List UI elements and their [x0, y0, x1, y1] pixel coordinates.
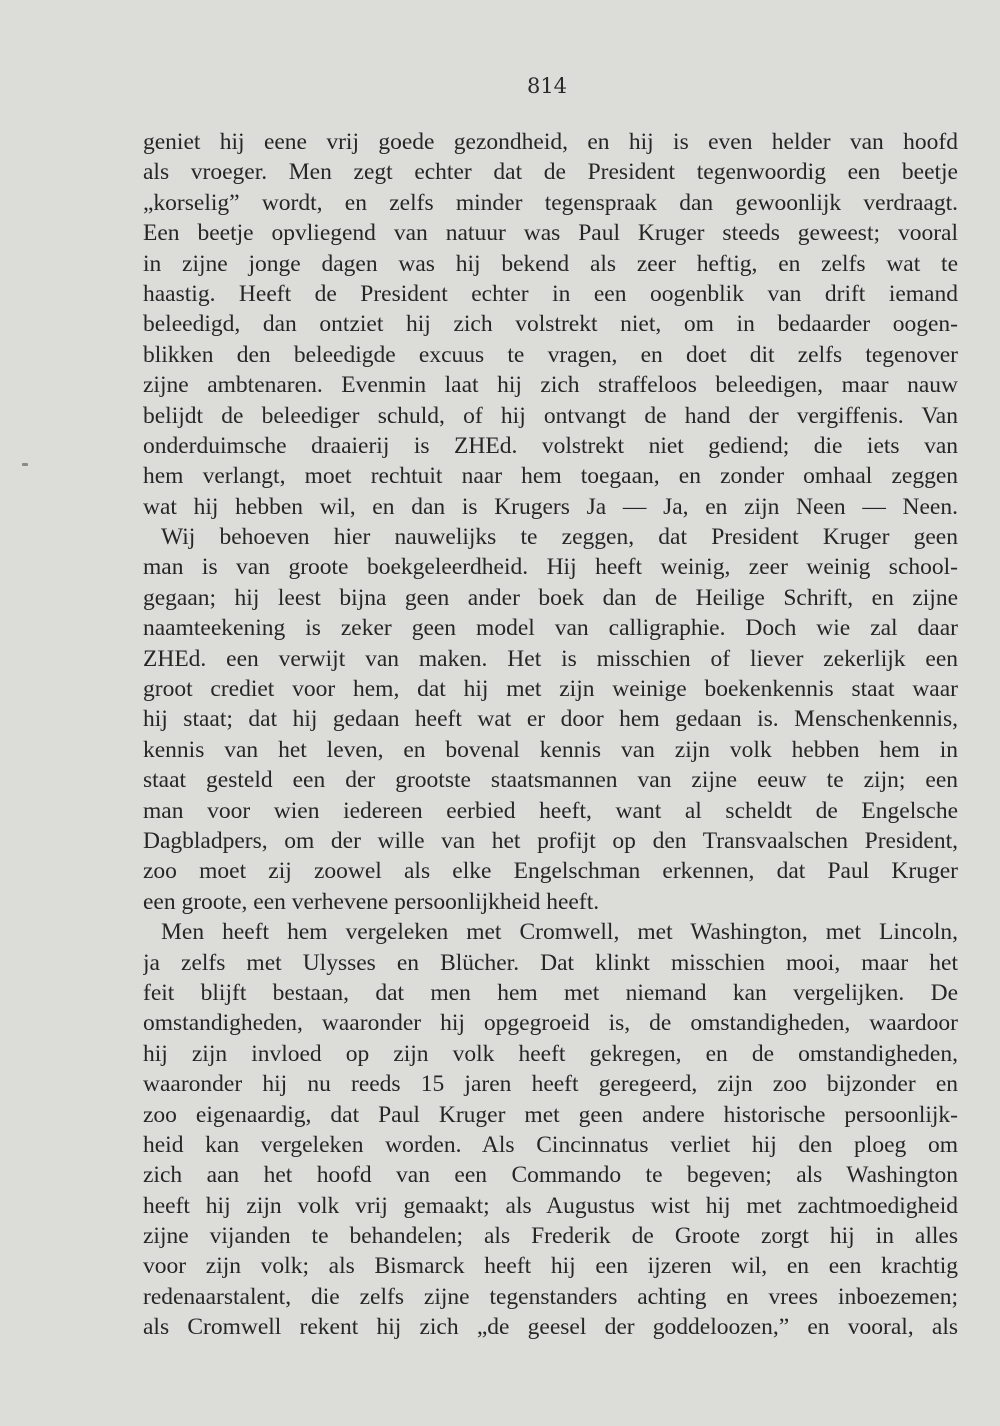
text-line: waaronder hij nu reeds 15 jaren heeft geregeerd, zijn zoo bijzonder en: [143, 1071, 958, 1098]
text-line: ja zelfs met Ulysses en Blücher. Dat klinkt misschien mooi, maar het: [143, 949, 958, 976]
text-line: omstandigheden, waaronder hij opgegroeid is, de omstandigheden, waardoor: [143, 1010, 958, 1037]
text-line: staat gesteld een der grootste staatsmannen van zijne eeuw te zijn; een: [143, 767, 958, 794]
text-line: zijne vijanden te behandelen; als Frederik de Groote zorgt hij in alles: [143, 1223, 958, 1250]
text-line: heid kan vergeleken worden. Als Cincinnatus verliet hij den ploeg om: [143, 1131, 958, 1158]
text-line: zoo eigenaardig, dat Paul Kruger met geen andere historische persoonlijk-: [143, 1101, 958, 1128]
text-line: groot crediet voor hem, dat hij met zijn weinige boekenkennis staat waar: [143, 676, 958, 703]
text-line: ZHEd. een verwijt van maken. Het is misschien of liever zekerlijk een: [143, 645, 958, 672]
text-line: zijne ambtenaren. Evenmin laat hij zich straffeloos beleedigen, maar nauw: [143, 372, 958, 399]
paragraph-start-line: Wij behoeven hier nauwelijks te zeggen, dat President Kruger geen: [161, 524, 958, 551]
text-line: wat hij hebben wil, en dan is Krugers Ja — Ja, en zijn Neen — Neen.: [143, 493, 958, 520]
text-line: Dagbladpers, om der wille van het profijt op den Transvaalschen President,: [143, 827, 958, 854]
text-line: onderduimsche draaierij is ZHEd. volstrekt niet gediend; die iets van: [143, 432, 958, 459]
text-line: man voor wien iedereen eerbied heeft, want al scheldt de Engelsche: [143, 797, 958, 824]
text-line: in zijne jonge dagen was hij bekend als zeer heftig, en zelfs wat te: [143, 250, 958, 277]
text-line: naamteekening is zeker geen model van calligraphie. Doch wie zal daar: [143, 615, 958, 642]
text-line: zich aan het hoofd van een Commando te begeven; als Washington: [143, 1162, 958, 1189]
margin-mark: [22, 463, 28, 466]
text-line: redenaarstalent, die zelfs zijne tegenstanders achting en vrees inboezemen;: [143, 1283, 958, 1310]
text-line: hij staat; dat hij gedaan heeft wat er door hem gedaan is. Menschenkennis,: [143, 706, 958, 733]
body-text: [143, 127, 958, 1343]
text-line: voor zijn volk; als Bismarck heeft hij een ijzeren wil, en een krachtig: [143, 1253, 958, 1280]
text-line: haastig. Heeft de President echter in een oogenblik van drift iemand: [143, 280, 958, 307]
text-line: belijdt de beleediger schuld, of hij ontvangt de hand der vergiffenis. Van: [143, 402, 958, 429]
text-line: hij zijn invloed op zijn volk heeft gekregen, en de omstandigheden,: [143, 1040, 958, 1067]
text-line: als Cromwell rekent hij zich „de geesel der goddeloozen,” en vooral, als: [143, 1314, 958, 1341]
page-number: 814: [526, 74, 568, 98]
text-line: „korselig” wordt, en zelfs minder tegenspraak dan gewoonlijk verdraagt.: [143, 189, 958, 216]
text-line: feit blijft bestaan, dat men hem met niemand kan vergelijken. De: [143, 979, 958, 1006]
paragraph-start-line: Men heeft hem vergeleken met Cromwell, met Washington, met Lincoln,: [161, 919, 958, 946]
text-line: geniet hij eene vrij goede gezondheid, en hij is even helder van hoofd: [143, 129, 958, 155]
text-line: zoo moet zij zoowel als elke Engelschman erkennen, dat Paul Kruger: [143, 858, 958, 885]
text-line: man is van groote boekgeleerdheid. Hij heeft weinig, zeer weinig school-: [143, 554, 958, 581]
text-line: Een beetje opvliegend van natuur was Paul Kruger steeds geweest; vooral: [143, 220, 958, 247]
text-line: heeft hij zijn volk vrij gemaakt; als Augustus wist hij met zachtmoedigheid: [143, 1192, 958, 1219]
text-line: gegaan; hij leest bijna geen ander boek dan de Heilige Schrift, en zijne: [143, 584, 958, 611]
text-line: als vroeger. Men zegt echter dat de President tegenwoordig een beetje: [143, 159, 958, 186]
text-line: kennis van het leven, en bovenal kennis van zijn volk hebben hem in: [143, 736, 958, 763]
text-line: beleedigd, dan ontziet hij zich volstrekt niet, om in bedaarder oogen-: [143, 311, 958, 338]
text-line: blikken den beleedigde excuus te vragen, en doet dit zelfs tegenover: [143, 341, 958, 368]
paragraph-end-line: een groote, een verhevene persoonlijkheid heeft.: [143, 888, 600, 915]
text-line: hem verlangt, moet rechtuit naar hem toegaan, en zonder omhaal zeggen: [143, 463, 958, 490]
